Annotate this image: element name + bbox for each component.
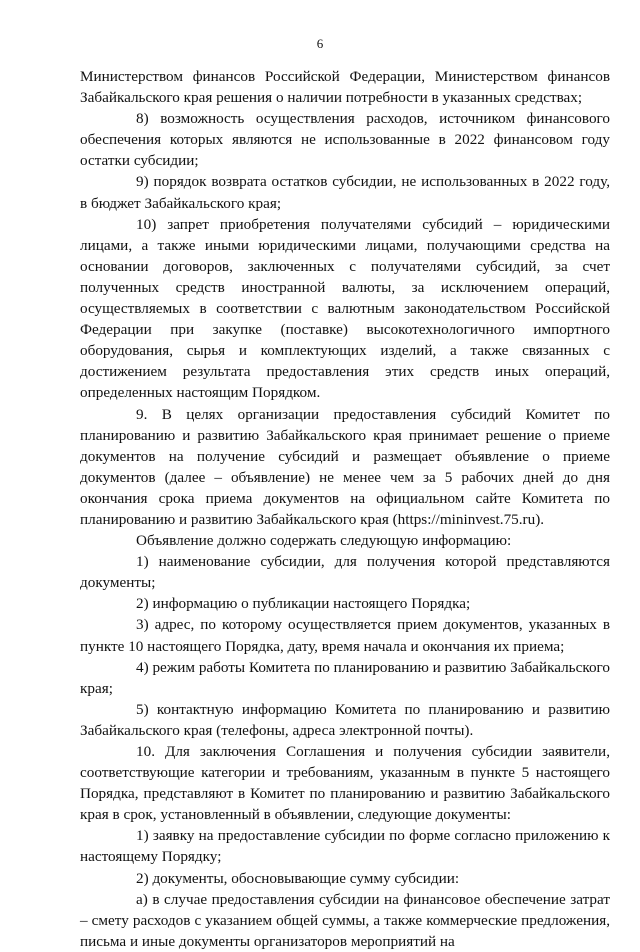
paragraph-item-8: 8) возможность осуществления расходов, источником финансового обеспечения которых являются не использованные в 2022 финансовом году остатки субсидии; <box>80 110 610 170</box>
paragraph-announcement-2: 2) информацию о публикации настоящего Порядка; <box>136 595 471 613</box>
paragraph-clause-10: 10. Для заключения Соглашения и получения субсидии заявители, соответствующие категории и требованиям, указанным в пункте 5 настоящего Порядка, представляют в Комитет по планированию и развитию Забайкальского края в срок, установленный в объявлении, следующие документы: <box>80 743 610 824</box>
paragraph-announcement-5: 5) контактную информацию Комитета по планированию и развитию Забайкальского края (телефоны, адреса электронной почты). <box>80 700 610 739</box>
paragraph-announcement-1: 1) наименование субсидии, для получения которой представляются документы; <box>80 553 610 592</box>
paragraph-announcement-intro: Объявление должно содержать следующую информацию: <box>136 532 512 550</box>
paragraph-item-9: 9) порядок возврата остатков субсидии, не использованных в 2022 году, в бюджет Забайкальского края; <box>80 173 610 212</box>
paragraph-announcement-4: 4) режим работы Комитета по планированию и развитию Забайкальского края; <box>80 658 610 697</box>
page-number: 6 <box>316 36 324 51</box>
document-body <box>80 66 610 952</box>
paragraph-continuation: Министерством финансов Российской Федерации, Министерством финансов Забайкальского края решения о наличии потребности в указанных средствах; <box>80 68 610 107</box>
paragraph-documents-2: 2) документы, обосновывающие сумму субсидии: <box>136 869 460 887</box>
paragraph-announcement-3: 3) адрес, по которому осуществляется прием документов, указанных в пункте 10 настоящего Порядка, дату, время начала и окончания их приема; <box>80 616 610 655</box>
paragraph-item-10: 10) запрет приобретения получателями субсидий – юридическими лицами, а также иными юридическими лицами, получающими средства на основании договоров, заключенных с получателями субсидий, за счет полученных средств иностранной валюты, за исключением операций, осуществляемых в соответствии с валютным законодательством Российской Федерации при закупке (поставке) высокотехнологичного импортного оборудования, сырья и комплектующих изделий, а также связанных с достижением результата предоставления этих средств иных операций, определенных настоящим Порядком. <box>80 215 610 402</box>
paragraph-documents-2a: а) в случае предоставления субсидии на финансовое обеспечение затрат – смету расходов с указанием общей суммы, а также коммерческие предложения, письма и иные документы организаторов мероприятий на <box>80 890 610 950</box>
paragraph-clause-9: 9. В целях организации предоставления субсидий Комитет по планированию и развитию Забайкальского края принимает решение о приеме документов на получение субсидий и размещает объявление о приеме документов (далее – объявление) не менее чем за 5 рабочих дней до дня окончания срока приема документов на официальном сайте Комитета по планированию и развитию Забайкальского края (https://mininvest.75.ru). <box>80 405 610 528</box>
paragraph-documents-1: 1) заявку на предоставление субсидии по форме согласно приложению к настоящему Порядку; <box>80 827 610 866</box>
